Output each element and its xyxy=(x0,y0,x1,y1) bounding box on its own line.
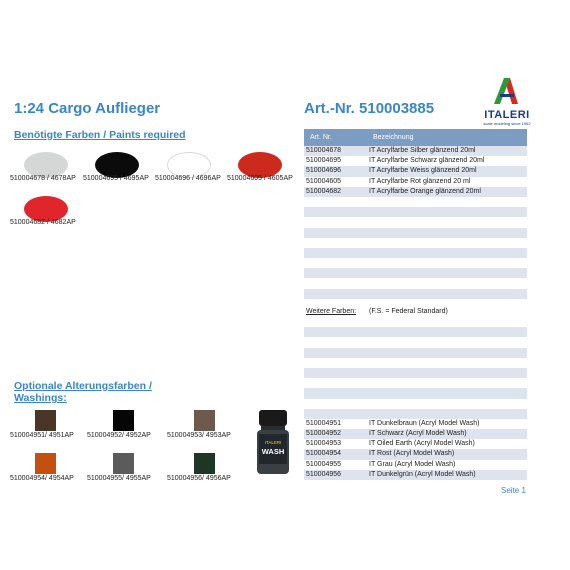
page-number: Seite 1 xyxy=(501,486,526,495)
wash-swatch xyxy=(35,410,56,431)
cell-bezeichnung xyxy=(369,258,527,268)
table-row xyxy=(304,439,527,449)
bottle-label: WASH xyxy=(261,447,285,456)
cell-art-nr: 510004956 xyxy=(306,470,342,478)
logo-tagline: scale modeling since 1962 xyxy=(483,121,531,126)
cell-art-nr xyxy=(304,258,369,268)
cell-bezeichnung xyxy=(369,348,527,358)
paint-code: 510004678 / 4678AP xyxy=(10,175,76,182)
cell-art-nr xyxy=(304,378,369,388)
cell-art-nr xyxy=(304,248,369,258)
cell-art-nr xyxy=(304,278,369,288)
cell-art-nr: 510004954 xyxy=(306,450,342,458)
cell-bezeichnung: IT Oiled Earth (Acryl Model Wash) xyxy=(369,440,475,448)
cell-bezeichnung: IT Acrylfarbe Weiss glänzend 20ml xyxy=(369,167,477,175)
cell-bezeichnung xyxy=(369,278,527,288)
cell-bezeichnung xyxy=(369,399,527,409)
cell-bezeichnung xyxy=(369,268,527,278)
cell-art-nr xyxy=(304,358,369,368)
cell-art-nr: 510004953 xyxy=(306,440,342,448)
paint-code: 510004695 / 4695AP xyxy=(83,175,149,182)
table-row xyxy=(304,248,527,258)
table-row xyxy=(304,449,527,459)
cell-bezeichnung: IT Dunkelbraun (Acryl Model Wash) xyxy=(369,419,480,427)
table-row xyxy=(304,337,527,347)
cell-art-nr: 510004951 xyxy=(306,419,342,427)
table-row xyxy=(304,228,527,238)
wash-swatch xyxy=(35,453,56,474)
paint-code: 510004605 / 4605AP xyxy=(227,175,293,182)
cell-bezeichnung: IT Schwarz (Acryl Model Wash) xyxy=(369,430,467,438)
cell-art-nr xyxy=(304,268,369,278)
table-row xyxy=(304,470,527,480)
article-number: Art.-Nr. 510003885 xyxy=(304,100,435,117)
cell-art-nr xyxy=(304,238,369,248)
table-row xyxy=(304,207,527,217)
cell-art-nr: 510004952 xyxy=(306,430,342,438)
cell-bezeichnung xyxy=(369,358,527,368)
cell-bezeichnung xyxy=(369,317,527,327)
paint-table xyxy=(304,129,527,490)
wash-bottle-image xyxy=(256,410,290,474)
further-label: Weitere Farben: xyxy=(306,307,357,315)
header-bezeichnung: Bezeichnung xyxy=(373,134,414,141)
table-row xyxy=(304,419,527,429)
italeri-logo xyxy=(476,76,538,126)
cell-bezeichnung xyxy=(369,337,527,347)
cell-art-nr: 510004678 xyxy=(306,147,342,154)
cell-bezeichnung: IT Dunkelgrün (Acryl Model Wash) xyxy=(369,470,476,478)
table-row xyxy=(304,358,527,368)
cell-art-nr xyxy=(304,317,369,327)
table-row xyxy=(304,480,527,490)
logo-mark-icon xyxy=(476,76,538,106)
wash-code: 510004952/ 4952AP xyxy=(87,432,151,439)
cell-art-nr xyxy=(304,289,369,299)
cell-bezeichnung: IT Acrylfarbe Silber glänzend 20ml xyxy=(369,147,476,154)
cell-art-nr: 510004605 xyxy=(306,177,342,185)
cell-bezeichnung: IT Acrylfarbe Rot glänzend 20 ml xyxy=(369,177,471,185)
table-row xyxy=(304,429,527,439)
table-row xyxy=(304,278,527,288)
wash-swatch xyxy=(113,410,134,431)
cell-art-nr xyxy=(304,480,369,490)
table-row xyxy=(304,399,527,409)
table-row xyxy=(304,348,527,358)
cell-art-nr: 510004955 xyxy=(306,460,342,468)
table-row xyxy=(304,177,527,187)
table-row xyxy=(304,156,527,166)
cell-art-nr xyxy=(304,399,369,409)
wash-code: 510004954/ 4954AP xyxy=(10,475,74,482)
cell-bezeichnung xyxy=(369,368,527,378)
cell-bezeichnung: IT Rost (Acryl Model Wash) xyxy=(369,450,455,458)
table-row xyxy=(304,409,527,419)
cell-art-nr xyxy=(304,228,369,238)
table-row xyxy=(304,368,527,378)
cell-bezeichnung: IT Acrylfarbe Orange glänzend 20ml xyxy=(369,187,481,195)
cell-art-nr: 510004695 xyxy=(306,157,342,165)
weathering-heading: Optionale Alterungsfarben / xyxy=(14,380,152,392)
further-paints-row xyxy=(304,307,527,317)
logo-brand: ITALERI xyxy=(484,109,530,121)
table-row xyxy=(304,187,527,197)
further-note: (F.S. = Federal Standard) xyxy=(369,307,448,315)
table-row xyxy=(304,197,527,207)
cell-art-nr xyxy=(304,207,369,217)
cell-bezeichnung xyxy=(369,388,527,398)
cell-art-nr: 510004696 xyxy=(306,167,342,175)
cell-bezeichnung: IT Acrylfarbe Schwarz glänzend 20ml xyxy=(369,157,485,165)
table-row xyxy=(304,258,527,268)
wash-swatch xyxy=(194,410,215,431)
cell-bezeichnung xyxy=(369,207,527,217)
cell-art-nr xyxy=(304,368,369,378)
table-row xyxy=(304,289,527,299)
wash-code: 510004951/ 4951AP xyxy=(10,432,74,439)
header-art-nr: Art. Nr. xyxy=(310,134,332,141)
table-row xyxy=(304,460,527,470)
paint-code: 510004682 / 4682AP xyxy=(10,219,76,226)
cell-art-nr xyxy=(304,217,369,227)
table-row xyxy=(304,146,527,156)
cell-bezeichnung xyxy=(369,327,527,337)
wash-swatch xyxy=(194,453,215,474)
table-header xyxy=(304,129,527,146)
cell-bezeichnung xyxy=(369,228,527,238)
bottle-brand: ITALERI xyxy=(264,440,282,445)
paint-code: 510004696 / 4696AP xyxy=(155,175,221,182)
wash-swatch xyxy=(113,453,134,474)
cell-bezeichnung xyxy=(369,197,527,207)
cell-art-nr xyxy=(304,348,369,358)
cell-bezeichnung xyxy=(369,289,527,299)
table-row xyxy=(304,378,527,388)
cell-art-nr: 510004682 xyxy=(306,187,342,195)
table-row xyxy=(304,268,527,278)
table-row xyxy=(304,238,527,248)
wash-code: 510004956/ 4956AP xyxy=(167,475,231,482)
cell-bezeichnung: IT Grau (Acryl Model Wash) xyxy=(369,460,456,468)
table-row xyxy=(304,388,527,398)
page-title: 1:24 Cargo Auflieger xyxy=(14,100,161,117)
wash-code: 510004955/ 4955AP xyxy=(87,475,151,482)
paints-heading: Benötigte Farben / Paints required xyxy=(14,129,186,141)
cell-bezeichnung xyxy=(369,238,527,248)
table-row xyxy=(304,166,527,176)
cell-art-nr xyxy=(304,388,369,398)
table-row xyxy=(304,327,527,337)
cell-art-nr xyxy=(304,327,369,337)
cell-art-nr xyxy=(304,337,369,347)
cell-art-nr xyxy=(304,409,369,419)
wash-code: 510004953/ 4953AP xyxy=(167,432,231,439)
cell-bezeichnung xyxy=(369,409,527,419)
cell-bezeichnung xyxy=(369,248,527,258)
cell-art-nr xyxy=(304,197,369,207)
cell-bezeichnung xyxy=(369,378,527,388)
cell-bezeichnung xyxy=(369,217,527,227)
table-row xyxy=(304,217,527,227)
table-row xyxy=(304,317,527,327)
weathering-heading-2: Washings: xyxy=(14,392,67,404)
